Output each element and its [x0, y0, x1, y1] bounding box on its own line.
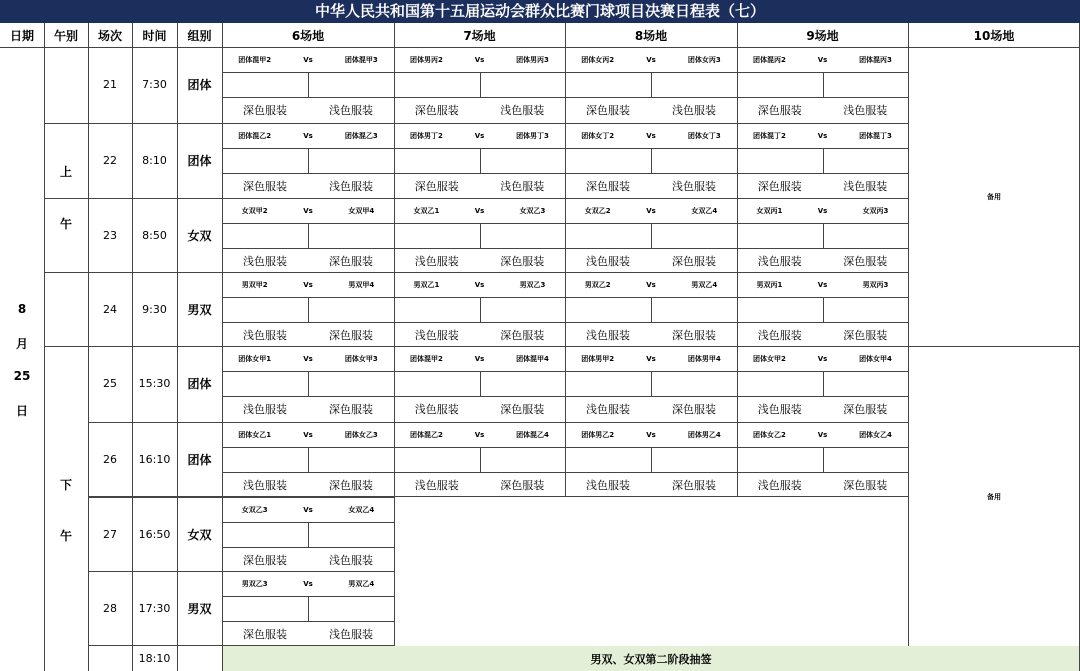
- uniform-right: 浅色服装: [329, 627, 373, 641]
- grid-line: [308, 148, 309, 173]
- vs-label: Vs: [817, 280, 828, 289]
- grid-line: [480, 148, 481, 173]
- vs-label: Vs: [303, 354, 313, 363]
- grid-line: [651, 447, 652, 472]
- grid-line: [132, 23, 133, 47]
- score-right: [651, 447, 737, 472]
- score-left: [565, 72, 651, 97]
- uniform-left: 浅色服装: [757, 402, 802, 416]
- team-left: 男双乙2: [584, 280, 611, 289]
- header-court-6: 6场地: [222, 23, 394, 47]
- grid-line: [480, 371, 481, 396]
- round-number: 27: [103, 527, 117, 541]
- court-10-spare-pm: 备用: [987, 493, 1001, 501]
- score-left: [394, 72, 480, 97]
- grid-line: [44, 23, 45, 47]
- team-left: 女双乙1: [413, 206, 440, 215]
- uniform-right: 浅色服装: [672, 179, 716, 193]
- grid-line: [222, 47, 223, 671]
- vs-label: Vs: [646, 131, 656, 140]
- uniform-left: 深色服装: [243, 179, 287, 193]
- header-court-8: 8场地: [565, 23, 737, 47]
- uniform-left: 深色服装: [414, 103, 459, 117]
- score-right: [308, 297, 394, 322]
- score-left: [565, 297, 651, 322]
- vs-label: Vs: [303, 280, 313, 289]
- uniform-left: 深色服装: [757, 103, 802, 117]
- score-left: [737, 223, 823, 248]
- grid-line: [651, 297, 652, 322]
- grid-line: [308, 447, 309, 472]
- grid-line: [308, 297, 309, 322]
- afternoon-cell: [44, 346, 88, 671]
- score-left: [222, 148, 308, 173]
- uniform-right: 浅色服装: [500, 103, 545, 117]
- vs-label: Vs: [474, 280, 485, 289]
- team-left: 女双丙1: [756, 206, 783, 215]
- team-right: 男双乙4: [348, 579, 375, 588]
- uniform-left: 浅色服装: [757, 478, 802, 492]
- team-left: 团体混甲2: [410, 354, 443, 363]
- round-number: 28: [103, 601, 117, 615]
- header-court-9: 9场地: [737, 23, 908, 47]
- draw-time: 18:10: [138, 651, 171, 665]
- uniform-left: 浅色服装: [243, 254, 287, 268]
- team-left: 团体混丁2: [753, 131, 786, 140]
- score-left: [394, 148, 480, 173]
- grid-line: [308, 223, 309, 248]
- round-number: 22: [103, 153, 117, 167]
- team-left: 团体女乙1: [238, 430, 272, 439]
- uniform-right: 深色服装: [500, 328, 545, 342]
- team-right: 女双乙4: [348, 505, 375, 514]
- date-month-number: 8: [17, 302, 27, 316]
- grid-line: [565, 23, 566, 496]
- match-group: 团体: [187, 376, 212, 391]
- vs-label: Vs: [646, 55, 656, 64]
- grid-line: [823, 447, 824, 472]
- header-date: 日期: [0, 23, 44, 47]
- court-10-spare-am: 备用: [987, 193, 1001, 201]
- team-left: 团体女甲2: [753, 354, 786, 363]
- vs-label: Vs: [474, 131, 485, 140]
- team-left: 团体女乙2: [753, 430, 786, 439]
- match-time: 8:50: [142, 228, 167, 242]
- match-time: 16:10: [138, 452, 171, 466]
- team-left: 团体混丙2: [753, 55, 786, 64]
- match-group: 男双: [187, 601, 212, 616]
- team-right: 男双丙3: [862, 280, 889, 289]
- match-time: 16:50: [138, 527, 171, 541]
- header-time: 时间: [132, 23, 177, 47]
- uniform-left: 浅色服装: [586, 402, 630, 416]
- vs-label: Vs: [646, 430, 656, 439]
- uniform-left: 深色服装: [414, 179, 459, 193]
- uniform-right: 深色服装: [500, 402, 545, 416]
- team-right: 男双乙4: [691, 280, 718, 289]
- team-left: 团体男甲2: [581, 354, 615, 363]
- match-time: 7:30: [142, 77, 167, 91]
- score-left: [565, 371, 651, 396]
- grid-line: [44, 198, 908, 199]
- date-day-number: 25: [13, 369, 31, 383]
- header-period: 午别: [44, 23, 88, 47]
- uniform-left: 浅色服装: [414, 328, 459, 342]
- uniform-left: 浅色服装: [586, 254, 630, 268]
- uniform-left: 深色服装: [586, 103, 630, 117]
- vs-label: Vs: [646, 280, 656, 289]
- uniform-left: 深色服装: [586, 179, 630, 193]
- score-right: [308, 447, 394, 472]
- vs-label: Vs: [474, 55, 485, 64]
- team-left: 女双乙3: [241, 505, 268, 514]
- schedule-title: 中华人民共和国第十五届运动会群众比赛门球项目决赛日程表（七）: [0, 0, 1080, 23]
- uniform-right: 深色服装: [843, 478, 888, 492]
- score-right: [480, 148, 566, 173]
- morning-cell: [44, 47, 88, 346]
- round-number: 23: [103, 228, 117, 242]
- score-right: [823, 371, 909, 396]
- grid-line: [44, 346, 1080, 347]
- grid-line: [823, 371, 824, 396]
- team-left: 团体混甲2: [238, 55, 272, 64]
- grid-line: [651, 223, 652, 248]
- grid-line: [908, 23, 909, 646]
- team-right: 团体男丙3: [516, 55, 549, 64]
- grid-line: [823, 297, 824, 322]
- score-left: [737, 72, 823, 97]
- team-right: 团体女丁3: [687, 131, 721, 140]
- afternoon-char-2: 午: [59, 528, 72, 543]
- team-right: 团体混丙3: [859, 55, 892, 64]
- grid-line: [823, 72, 824, 97]
- score-right: [480, 223, 566, 248]
- grid-line: [132, 47, 133, 671]
- team-left: 团体女丁2: [581, 131, 615, 140]
- uniform-left: 深色服装: [243, 103, 287, 117]
- team-right: 团体混丁3: [859, 131, 892, 140]
- uniform-left: 浅色服装: [414, 254, 459, 268]
- uniform-right: 深色服装: [500, 254, 545, 268]
- team-right: 团体女甲4: [859, 354, 892, 363]
- grid-line: [222, 23, 223, 47]
- team-left: 团体女丙2: [581, 55, 615, 64]
- match-group: 团体: [187, 77, 212, 92]
- uniform-right: 深色服装: [672, 402, 716, 416]
- uniform-left: 浅色服装: [243, 402, 287, 416]
- team-left: 团体混乙2: [238, 131, 272, 140]
- uniform-right: 深色服装: [329, 254, 373, 268]
- uniform-left: 浅色服装: [414, 478, 459, 492]
- grid-line: [222, 547, 394, 548]
- team-left: 男双乙3: [241, 579, 268, 588]
- header-group: 组别: [177, 23, 222, 47]
- header-court-7: 7场地: [394, 23, 565, 47]
- uniform-left: 浅色服装: [243, 478, 287, 492]
- score-left: [222, 522, 308, 547]
- score-right: [823, 148, 909, 173]
- grid-line: [651, 148, 652, 173]
- grid-line: [480, 223, 481, 248]
- team-left: 团体女甲1: [238, 354, 272, 363]
- uniform-right: 深色服装: [329, 402, 373, 416]
- score-left: [222, 223, 308, 248]
- uniform-right: 深色服装: [843, 328, 888, 342]
- score-left: [394, 223, 480, 248]
- grid-line: [88, 497, 394, 498]
- grid-line: [737, 23, 738, 496]
- grid-line: [394, 23, 395, 496]
- vs-label: Vs: [303, 505, 313, 514]
- team-right: 女双乙4: [691, 206, 718, 215]
- grid-line: [88, 47, 89, 671]
- grid-line: [44, 123, 908, 124]
- vs-label: Vs: [817, 206, 828, 215]
- match-group: 女双: [187, 527, 212, 542]
- grid-line: [88, 571, 394, 572]
- uniform-right: 浅色服装: [843, 179, 888, 193]
- match-time: 9:30: [142, 302, 167, 316]
- header-round: 场次: [88, 23, 132, 47]
- vs-label: Vs: [303, 131, 313, 140]
- round-number: 25: [103, 376, 117, 390]
- team-left: 男双丙1: [756, 280, 783, 289]
- grid-line: [88, 422, 908, 423]
- team-right: 团体男丁3: [516, 131, 549, 140]
- score-right: [308, 596, 394, 621]
- score-left: [737, 371, 823, 396]
- team-left: 男双甲2: [241, 280, 268, 289]
- score-left: [394, 371, 480, 396]
- score-left: [394, 447, 480, 472]
- score-right: [308, 371, 394, 396]
- vs-label: Vs: [303, 579, 313, 588]
- uniform-right: 深色服装: [672, 478, 716, 492]
- score-right: [651, 223, 737, 248]
- uniform-right: 深色服装: [329, 328, 373, 342]
- match-group: 女双: [187, 228, 212, 243]
- score-right: [308, 522, 394, 547]
- team-right: 团体男甲4: [687, 354, 721, 363]
- score-right: [480, 297, 566, 322]
- grid-line: [394, 496, 395, 646]
- uniform-left: 浅色服装: [243, 328, 287, 342]
- score-left: [222, 371, 308, 396]
- header-court-10: 10场地: [908, 23, 1080, 47]
- team-left: 团体男丁2: [410, 131, 443, 140]
- score-left: [222, 72, 308, 97]
- round-number: 21: [103, 77, 117, 91]
- score-right: [823, 223, 909, 248]
- grid-line: [823, 148, 824, 173]
- score-right: [823, 72, 909, 97]
- vs-label: Vs: [817, 131, 828, 140]
- draw-note: 男双、女双第二阶段抽签: [222, 646, 1080, 671]
- uniform-left: 深色服装: [243, 627, 287, 641]
- team-left: 女双甲2: [241, 206, 268, 215]
- score-left: [565, 447, 651, 472]
- grid-line: [88, 23, 89, 47]
- grid-line: [177, 23, 178, 47]
- score-left: [222, 447, 308, 472]
- team-right: 男双甲4: [348, 280, 375, 289]
- score-left: [737, 297, 823, 322]
- grid-line: [480, 297, 481, 322]
- score-left: [222, 297, 308, 322]
- uniform-left: 深色服装: [757, 179, 802, 193]
- score-left: [565, 223, 651, 248]
- team-left: 女双乙2: [584, 206, 611, 215]
- score-right: [480, 447, 566, 472]
- grid-line: [308, 522, 309, 547]
- score-right: [651, 297, 737, 322]
- grid-line: [651, 72, 652, 97]
- uniform-left: 深色服装: [243, 553, 287, 567]
- round-number: 26: [103, 452, 117, 466]
- uniform-left: 浅色服装: [586, 328, 630, 342]
- vs-label: Vs: [817, 55, 828, 64]
- match-group: 男双: [187, 302, 212, 317]
- vs-label: Vs: [817, 430, 828, 439]
- score-right: [651, 72, 737, 97]
- morning-char-1: 上: [59, 164, 72, 179]
- team-right: 团体女丙3: [687, 55, 721, 64]
- uniform-left: 浅色服装: [757, 254, 802, 268]
- score-right: [651, 371, 737, 396]
- uniform-right: 深色服装: [843, 402, 888, 416]
- team-right: 团体混乙3: [344, 131, 378, 140]
- uniform-left: 浅色服装: [586, 478, 630, 492]
- grid-line: [394, 496, 908, 497]
- match-time: 15:30: [138, 376, 171, 390]
- uniform-right: 浅色服装: [843, 103, 888, 117]
- vs-label: Vs: [646, 354, 656, 363]
- grid-line: [480, 447, 481, 472]
- uniform-right: 深色服装: [672, 254, 716, 268]
- morning-char-2: 午: [59, 216, 72, 231]
- score-right: [480, 72, 566, 97]
- vs-label: Vs: [474, 206, 485, 215]
- team-right: 团体混乙4: [516, 430, 549, 439]
- team-right: 团体女甲3: [344, 354, 378, 363]
- score-right: [823, 447, 909, 472]
- uniform-right: 浅色服装: [672, 103, 716, 117]
- score-left: [222, 596, 308, 621]
- grid-line: [222, 621, 394, 622]
- score-left: [737, 148, 823, 173]
- vs-label: Vs: [817, 354, 828, 363]
- grid-line: [44, 47, 45, 671]
- uniform-right: 浅色服装: [329, 553, 373, 567]
- team-left: 团体混乙2: [410, 430, 443, 439]
- date-day-char: 日: [15, 403, 28, 418]
- vs-label: Vs: [303, 430, 313, 439]
- score-right: [651, 148, 737, 173]
- grid-line: [88, 645, 394, 646]
- vs-label: Vs: [474, 354, 485, 363]
- vs-label: Vs: [474, 430, 485, 439]
- score-right: [308, 148, 394, 173]
- score-right: [823, 297, 909, 322]
- team-right: 团体女乙4: [859, 430, 892, 439]
- uniform-right: 浅色服装: [329, 179, 373, 193]
- team-right: 团体混甲4: [516, 354, 549, 363]
- uniform-right: 浅色服装: [500, 179, 545, 193]
- grid-line: [480, 72, 481, 97]
- uniform-right: 深色服装: [329, 478, 373, 492]
- match-time: 8:10: [142, 153, 167, 167]
- score-right: [308, 72, 394, 97]
- score-left: [394, 297, 480, 322]
- grid-line: [823, 223, 824, 248]
- team-right: 男双乙3: [519, 280, 546, 289]
- grid-line: [88, 496, 394, 497]
- match-time: 17:30: [138, 601, 171, 615]
- team-right: 团体女乙3: [344, 430, 378, 439]
- grid-line: [0, 47, 1080, 48]
- afternoon-char-1: 下: [59, 477, 72, 492]
- date-cell: [0, 47, 44, 671]
- grid-line: [177, 47, 178, 671]
- team-right: 团体男乙4: [687, 430, 721, 439]
- vs-label: Vs: [646, 206, 656, 215]
- team-right: 女双丙3: [862, 206, 889, 215]
- team-right: 女双乙3: [519, 206, 546, 215]
- grid-line: [44, 272, 908, 273]
- uniform-right: 深色服装: [500, 478, 545, 492]
- uniform-right: 浅色服装: [329, 103, 373, 117]
- score-left: [565, 148, 651, 173]
- grid-line: [651, 371, 652, 396]
- grid-line: [308, 72, 309, 97]
- team-left: 团体男乙2: [581, 430, 615, 439]
- uniform-right: 深色服装: [843, 254, 888, 268]
- team-left: 团体男丙2: [410, 55, 443, 64]
- team-right: 女双甲4: [348, 206, 375, 215]
- match-group: 团体: [187, 452, 212, 467]
- score-right: [308, 223, 394, 248]
- score-right: [480, 371, 566, 396]
- uniform-left: 浅色服装: [757, 328, 802, 342]
- team-left: 男双乙1: [413, 280, 440, 289]
- uniform-right: 深色服装: [672, 328, 716, 342]
- date-month-char: 月: [15, 336, 28, 351]
- vs-label: Vs: [303, 55, 313, 64]
- score-left: [737, 447, 823, 472]
- vs-label: Vs: [303, 206, 313, 215]
- uniform-left: 浅色服装: [414, 402, 459, 416]
- grid-line: [308, 596, 309, 621]
- match-group: 团体: [187, 153, 212, 168]
- team-right: 团体混甲3: [344, 55, 378, 64]
- round-number: 24: [103, 302, 117, 316]
- grid-line: [308, 371, 309, 396]
